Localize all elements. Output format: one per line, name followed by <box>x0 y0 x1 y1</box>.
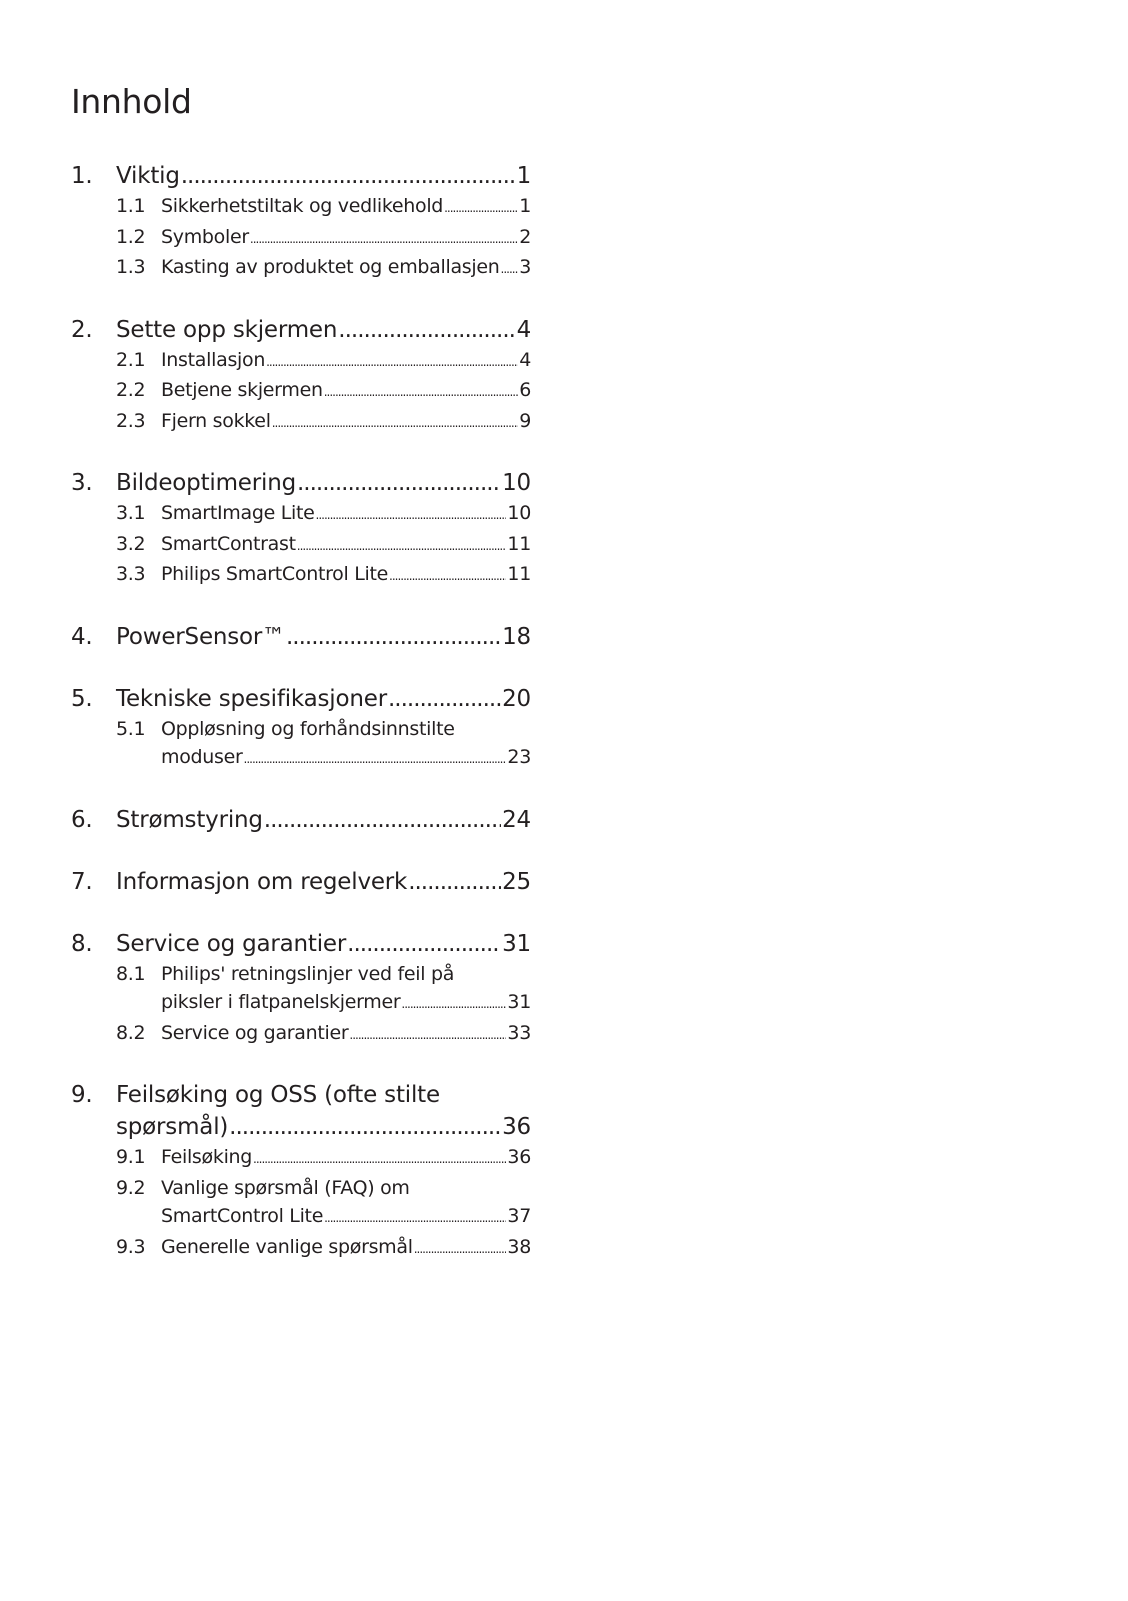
dot-leader <box>414 1235 507 1264</box>
entry-page: 2 <box>519 225 531 248</box>
entry-title: SmartControl Lite <box>161 1205 324 1227</box>
toc-subentry[interactable] <box>71 960 531 989</box>
dot-leader <box>338 314 515 346</box>
entry-page: 33 <box>507 1021 531 1044</box>
dot-leader <box>286 621 501 653</box>
dot-leader <box>401 990 506 1019</box>
entry-page: 3 <box>519 256 531 278</box>
entry-page: 11 <box>507 563 531 585</box>
toc-chapter-3 <box>71 467 531 591</box>
entry-number: 3. <box>71 470 93 496</box>
entry-page: 4 <box>516 316 531 343</box>
toc-subentry[interactable] <box>71 407 531 438</box>
toc-chapter-8 <box>71 928 531 1050</box>
dot-leader <box>408 866 501 898</box>
entry-page: 1 <box>519 195 531 217</box>
entry-page: 37 <box>507 1205 531 1227</box>
entry-number: 2.1 <box>116 348 146 371</box>
toc-subentry[interactable] <box>71 223 531 254</box>
toc-entry[interactable] <box>71 1079 531 1111</box>
toc-entry[interactable] <box>71 866 531 898</box>
dot-leader <box>297 532 507 561</box>
entry-title: Tekniske spesifikasjoner <box>116 685 387 712</box>
entry-title: Strømstyring <box>116 806 263 833</box>
entry-page: 9 <box>519 409 531 432</box>
entry-page: 24 <box>502 806 531 833</box>
dot-leader <box>347 928 501 960</box>
entry-number: 3.2 <box>116 532 146 555</box>
entry-title: Service og garantier <box>116 930 347 957</box>
entry-page: 10 <box>502 470 531 496</box>
toc-entry[interactable] <box>71 683 531 715</box>
entry-page: 23 <box>507 746 531 768</box>
entry-title: piksler i flatpanelskjermer <box>161 991 401 1013</box>
toc-subentry[interactable] <box>71 1143 531 1174</box>
entry-number: 2.2 <box>116 379 146 401</box>
dot-leader <box>349 1021 506 1050</box>
entry-title: SmartImage Lite <box>161 502 315 524</box>
entry-number: 8.2 <box>116 1021 146 1044</box>
entry-number: 9.1 <box>116 1146 146 1168</box>
entry-page: 18 <box>502 623 531 650</box>
toc-subentry[interactable] <box>71 715 531 744</box>
entry-page: 31 <box>507 991 531 1013</box>
entry-title: Oppløsning og forhåndsinnstilte <box>161 717 455 740</box>
entry-page: 6 <box>519 379 531 401</box>
toc-subentry-continuation[interactable] <box>71 1202 531 1233</box>
entry-number: 6. <box>71 806 93 833</box>
toc-entry[interactable] <box>71 467 531 499</box>
toc-subentry[interactable] <box>71 346 531 377</box>
dot-leader <box>388 683 501 715</box>
entry-title: Kasting av produktet og emballasjen <box>161 256 500 278</box>
entry-number: 1.2 <box>116 225 146 248</box>
entry-page: 38 <box>507 1235 531 1258</box>
page-title: Innhold <box>71 82 192 121</box>
entry-page: 20 <box>502 685 531 712</box>
entry-title: Vanlige spørsmål (FAQ) om <box>161 1176 410 1199</box>
entry-number: 7. <box>71 868 93 895</box>
table-of-contents <box>71 160 531 1293</box>
entry-title: Feilsøking og OSS (ofte stilte <box>116 1082 440 1108</box>
toc-subentry[interactable] <box>71 253 531 284</box>
dot-leader <box>501 255 519 284</box>
entry-number: 4. <box>71 623 93 650</box>
dot-leader <box>389 562 506 591</box>
entry-number: 9. <box>71 1082 93 1108</box>
entry-page: 25 <box>502 868 531 895</box>
entry-title: Philips' retningslinjer ved feil på <box>161 962 455 985</box>
entry-number: 1. <box>71 163 93 189</box>
toc-entry[interactable] <box>71 160 531 192</box>
entry-number: 5. <box>71 685 93 712</box>
toc-entry[interactable] <box>71 928 531 960</box>
dot-leader <box>264 804 501 836</box>
dot-leader <box>266 348 518 377</box>
entry-page: 10 <box>507 502 531 524</box>
entry-number: 3.1 <box>116 502 146 524</box>
dot-leader <box>272 409 519 438</box>
entry-number: 1.1 <box>116 195 146 217</box>
toc-entry[interactable] <box>71 804 531 836</box>
entry-title: Symboler <box>161 225 249 248</box>
entry-number: 1.3 <box>116 256 146 278</box>
entry-title: Viktig <box>116 163 180 189</box>
toc-subentry[interactable] <box>71 1233 531 1264</box>
toc-chapter-9 <box>71 1079 531 1263</box>
entry-page: 4 <box>519 348 531 371</box>
toc-subentry[interactable] <box>71 560 531 591</box>
toc-entry[interactable] <box>71 621 531 653</box>
toc-chapter-2 <box>71 314 531 438</box>
toc-subentry[interactable] <box>71 499 531 530</box>
entry-title: PowerSensor™ <box>116 623 285 650</box>
dot-leader <box>324 1204 506 1233</box>
dot-leader <box>316 501 507 530</box>
entry-title: Informasjon om regelverk <box>116 868 408 895</box>
dot-leader <box>229 1111 501 1143</box>
entry-number: 9.3 <box>116 1235 146 1258</box>
entry-number: 3.3 <box>116 563 146 585</box>
toc-subentry[interactable] <box>71 530 531 561</box>
entry-number: 8.1 <box>116 962 146 985</box>
entry-title: moduser <box>161 746 243 768</box>
entry-number: 2.3 <box>116 409 146 432</box>
toc-chapter-5 <box>71 683 531 774</box>
entry-title: Philips SmartControl Lite <box>161 563 389 585</box>
entry-page: 36 <box>507 1146 531 1168</box>
toc-entry[interactable] <box>71 314 531 346</box>
entry-title: Sikkerhetstiltak og vedlikehold <box>161 195 444 217</box>
toc-subentry-continuation[interactable] <box>71 988 531 1019</box>
dot-leader <box>253 1145 506 1174</box>
entry-title: Fjern sokkel <box>161 409 271 432</box>
entry-number: 8. <box>71 930 93 957</box>
toc-subentry[interactable] <box>71 1019 531 1050</box>
entry-title: Service og garantier <box>161 1021 349 1044</box>
entry-number: 9.2 <box>116 1176 146 1199</box>
entry-number: 2. <box>71 316 93 343</box>
toc-subentry-continuation[interactable] <box>71 743 531 774</box>
toc-subentry[interactable] <box>71 1174 531 1203</box>
entry-title: SmartContrast <box>161 532 296 555</box>
entry-page: 1 <box>516 163 531 189</box>
entry-title: spørsmål) <box>116 1114 229 1140</box>
dot-leader <box>324 378 519 407</box>
toc-subentry[interactable] <box>71 376 531 407</box>
dot-leader <box>297 467 501 499</box>
dot-leader <box>244 745 507 774</box>
entry-page: 36 <box>502 1114 531 1140</box>
entry-number: 5.1 <box>116 717 146 740</box>
dot-leader <box>250 225 518 254</box>
toc-entry-continuation[interactable] <box>71 1111 531 1143</box>
entry-title: Bildeoptimering <box>116 470 296 496</box>
toc-chapter-7 <box>71 866 531 898</box>
toc-chapter-4 <box>71 621 531 653</box>
entry-title: Feilsøking <box>161 1146 253 1168</box>
entry-title: Generelle vanlige spørsmål <box>161 1235 413 1258</box>
entry-title: Betjene skjermen <box>161 379 323 401</box>
entry-title: Installasjon <box>161 348 266 371</box>
toc-subentry[interactable] <box>71 192 531 223</box>
entry-page: 31 <box>502 930 531 957</box>
toc-chapter-6 <box>71 804 531 836</box>
toc-chapter-1 <box>71 160 531 284</box>
entry-title: Sette opp skjermen <box>116 316 338 343</box>
entry-page: 11 <box>507 532 531 555</box>
dot-leader <box>444 194 518 223</box>
dot-leader <box>181 160 516 192</box>
